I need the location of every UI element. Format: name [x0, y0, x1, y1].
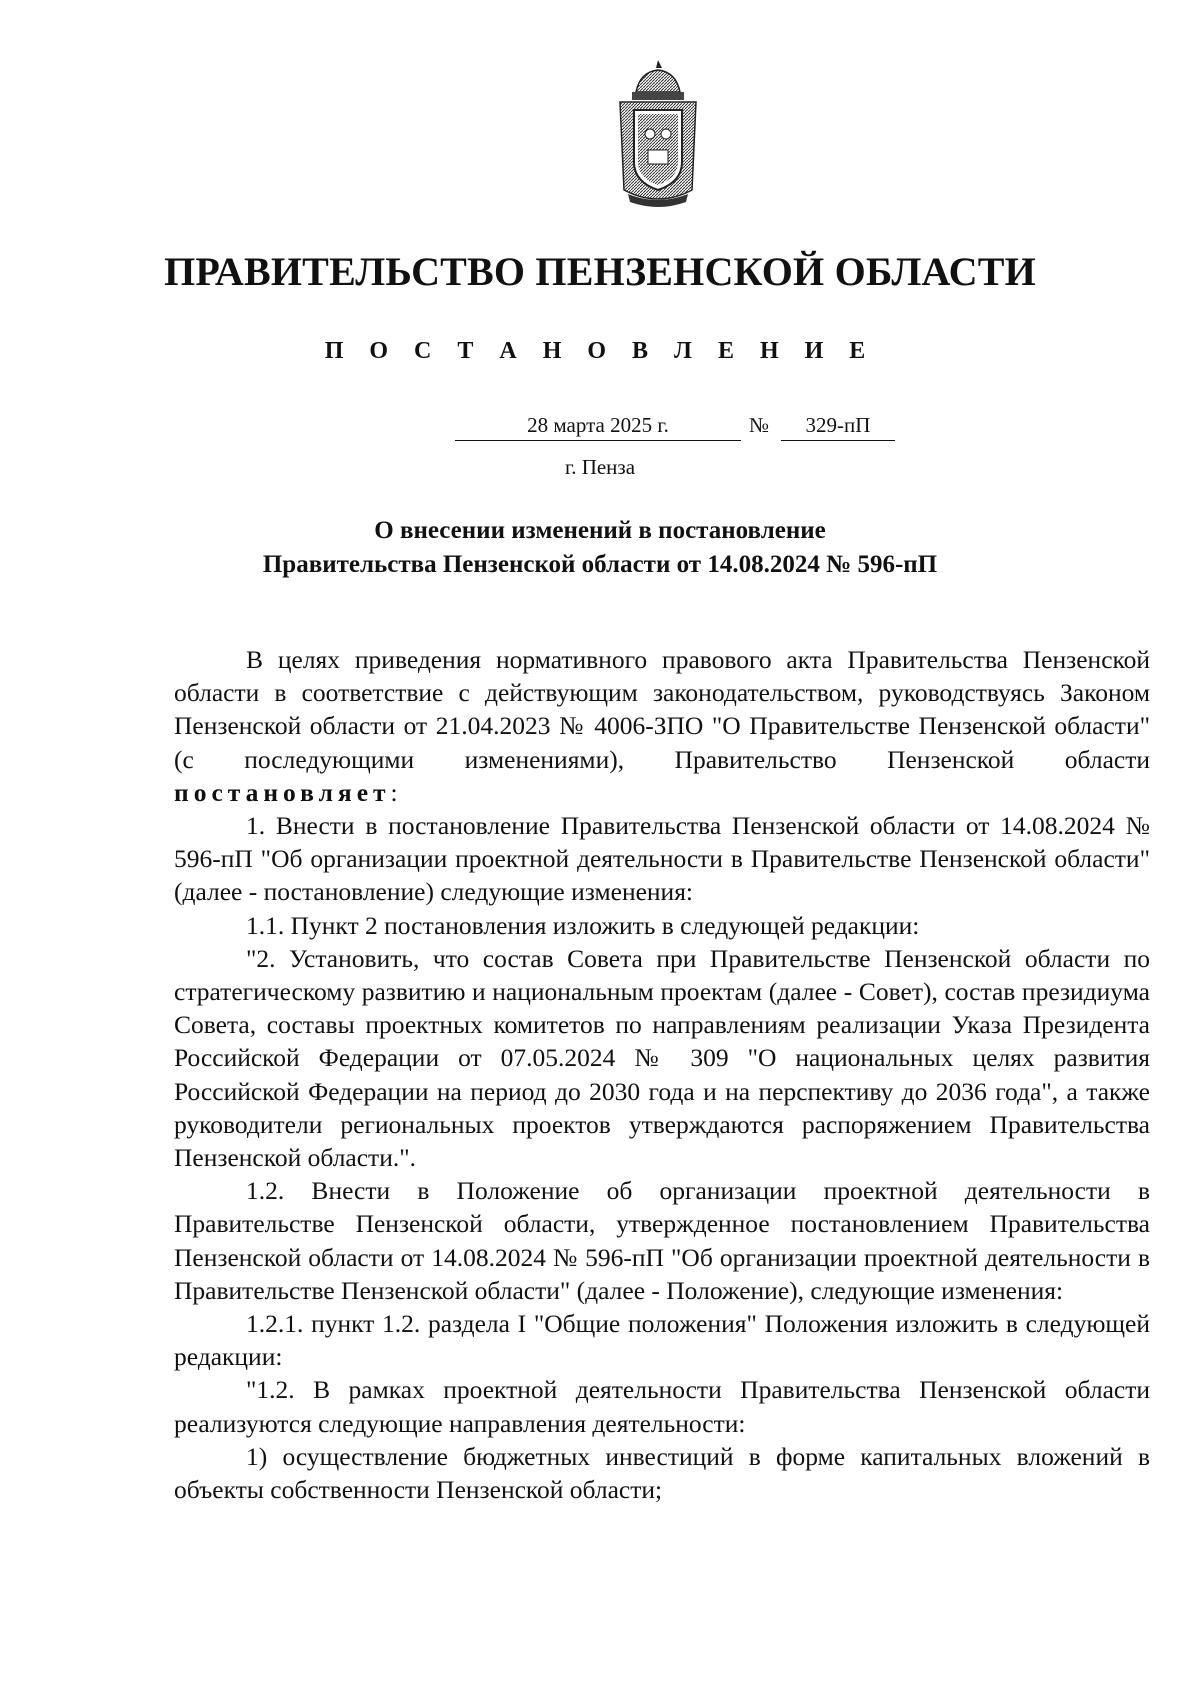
document-subject — [0, 514, 1200, 582]
document-number: 329-пП — [781, 413, 895, 441]
paragraph-quoted-1-2: "1.2. В рамках проектной деятельности Правительства Пензенской области реализуются следующие направления деятельности: — [174, 1375, 1150, 1438]
document-body — [174, 643, 1150, 1506]
date-number-line — [455, 413, 895, 443]
paragraph-preamble — [174, 643, 1150, 809]
document-type: П О С Т А Н О В Л Е Н И Е — [324, 338, 876, 364]
preamble-text: В целях приведения нормативного правового акта Правительства Пензенской области в соответствие с действующим законодательством, руководствуясь Законом Пензенской области от 21.04.2023 № 4006-ЗПО "О Правительстве Пензенской области" (с последующими изменениями), Правительство Пензенской области — [174, 645, 1150, 774]
paragraph-1: 1. Внести в постановление Правительства Пензенской области от 14.08.2024 № 596-пП "Об организации проектной деятельности в Правительстве Пензенской области" (далее - постановление) следующие изменения: — [174, 811, 1150, 907]
subject-line-1: О внесении изменений в постановление — [374, 517, 826, 544]
paragraph-1-2-1: 1.2.1. пункт 1.2. раздела I "Общие положения" Положения изложить в следующей редакции: — [174, 1309, 1150, 1372]
city: г. Пенза — [564, 455, 636, 479]
organization-title: ПРАВИТЕЛЬСТВО ПЕНЗЕНСКОЙ ОБЛАСТИ — [164, 249, 1036, 294]
paragraph-item-1: 1) осуществление бюджетных инвестиций в форме капитальных вложений в объекты собственности Пензенской области; — [174, 1441, 1150, 1505]
resolves-word: постановляет — [174, 777, 391, 807]
document-date: 28 марта 2025 г. — [455, 413, 741, 441]
number-sign: № — [749, 413, 770, 437]
paragraph-1-1: 1.1. Пункт 2 постановления изложить в следующей редакции: — [246, 910, 920, 940]
paragraph-quoted-2: "2. Установить, что состав Совета при Правительстве Пензенской области по стратегическому развитию и национальным проектам (далее - Совет), состав президиума Совета, составы проектных комитетов по направлениям реализации Указа Президента Российской Федерации от 07.05.2024 № 309 "О национальных целях развития Российской Федерации на период до 2030 года и на перспективу до 2036 года", а также руководители региональных проектов утверждаются распоряжением Правительства Пензенской области.". — [174, 943, 1150, 1173]
subject-line-2: Правительства Пензенской области от 14.08.2024 № 596-пП — [262, 551, 938, 578]
paragraph-1-2: 1.2. Внести в Положение об организации проектной деятельности в Правительстве Пензенской области, утвержденное постановлением Правительства Пензенской области от 14.08.2024 № 596-пП "Об организации проектной деятельности в Правительстве Пензенской области" (далее - Положение), следующие изменения: — [174, 1176, 1150, 1305]
coat-of-arms-icon — [610, 58, 706, 210]
preamble-colon: : — [390, 777, 398, 807]
